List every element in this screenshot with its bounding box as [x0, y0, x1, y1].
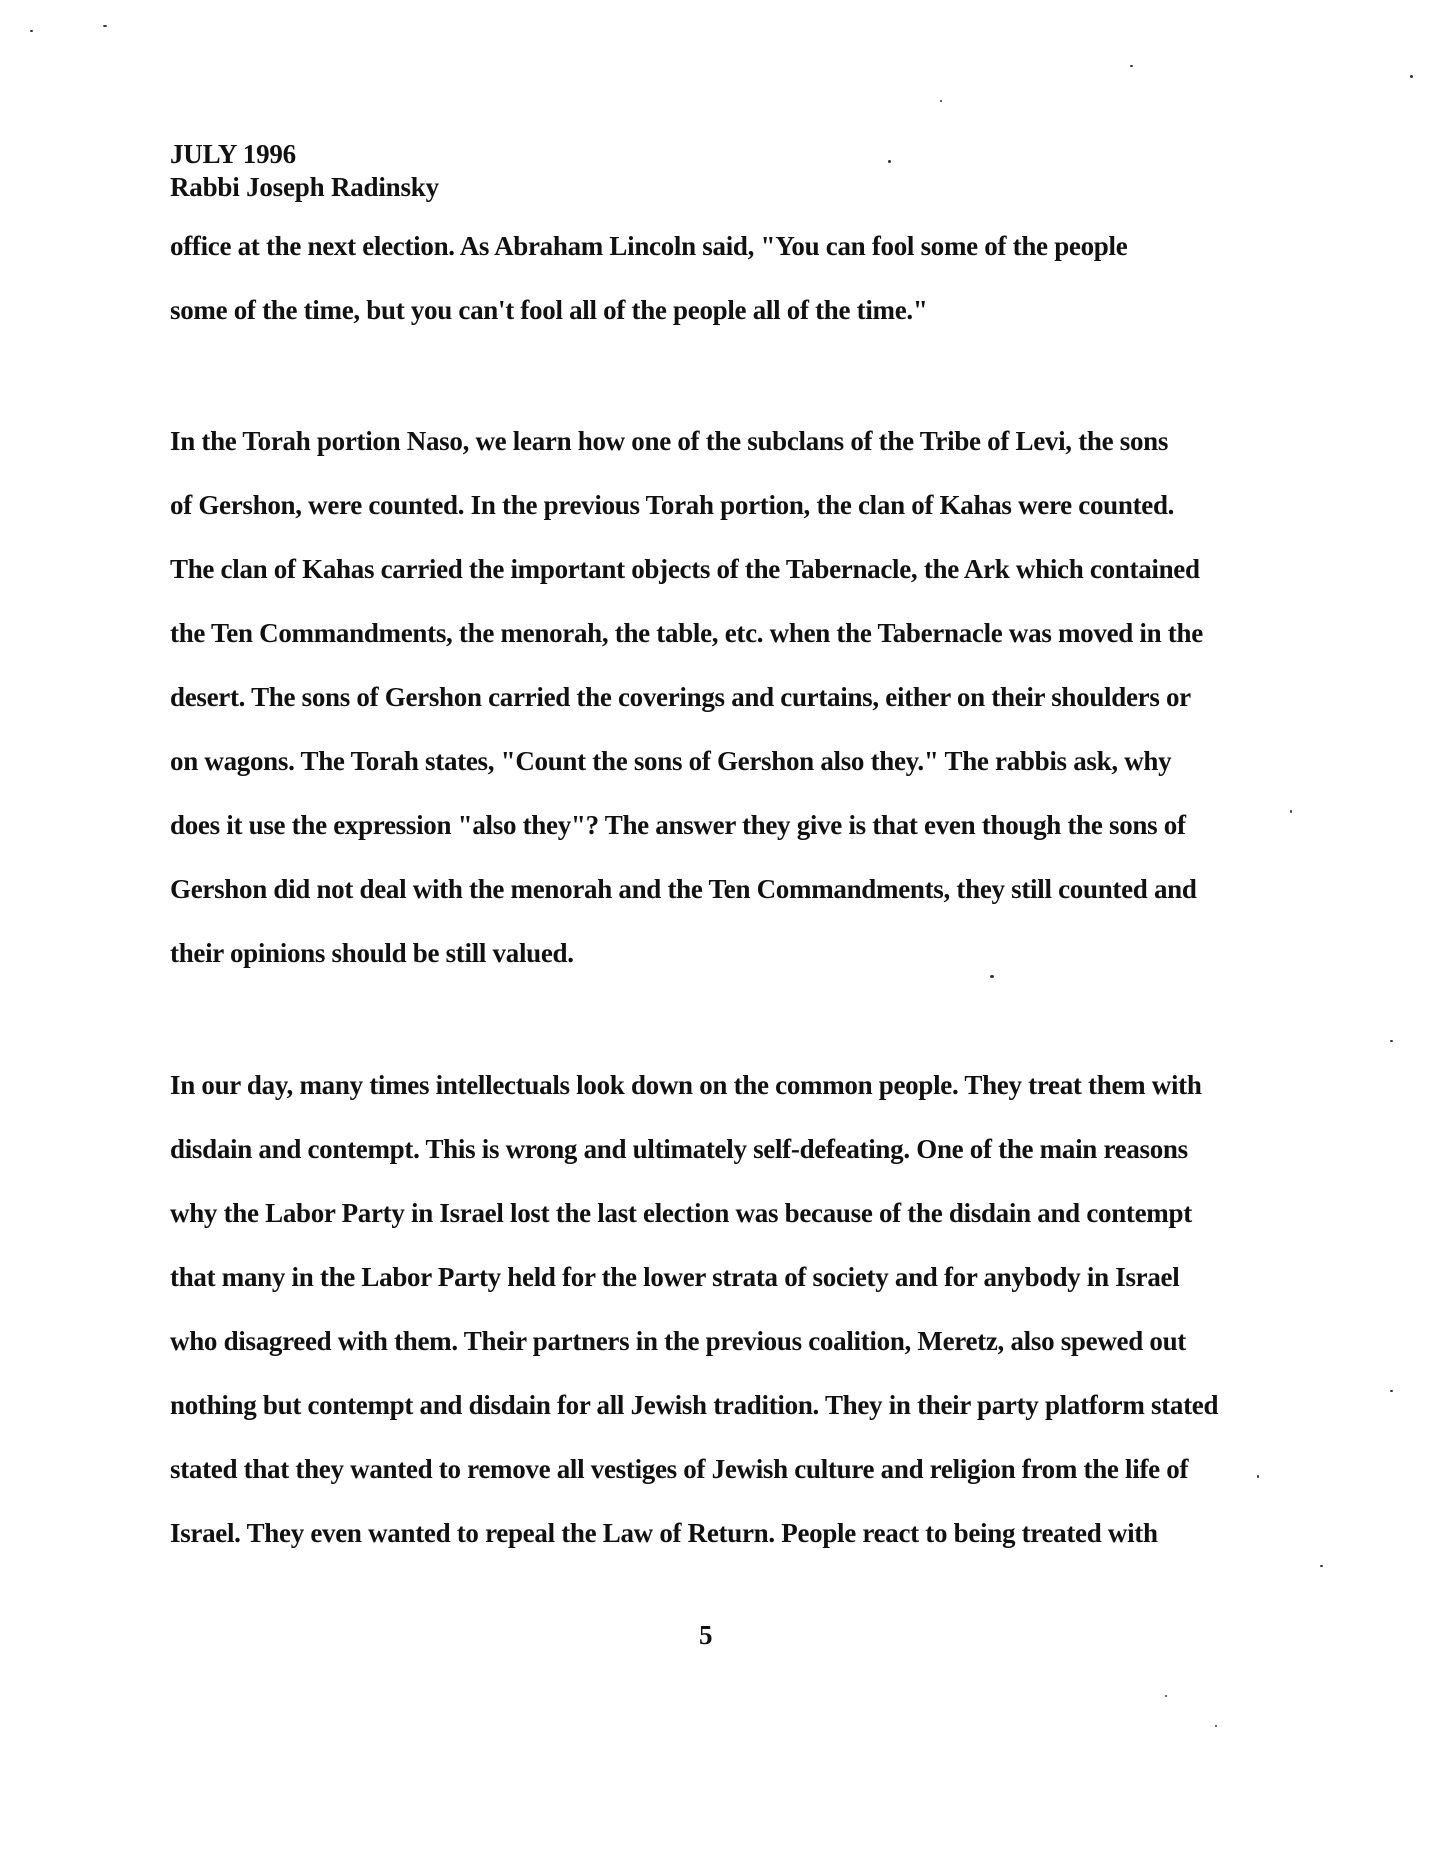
scan-speck — [1257, 1475, 1259, 1478]
scan-speck — [1320, 1565, 1323, 1567]
paragraph-3-line-6: nothing but contempt and disdain for all Jewish tradition. They in their party platform stated — [170, 1390, 1219, 1420]
scan-speck — [103, 25, 107, 27]
scan-speck — [1130, 65, 1133, 67]
scan-speck — [30, 30, 33, 32]
paragraph-3-line-4: that many in the Labor Party held for the lower strata of society and for anybody in Israel — [170, 1262, 1180, 1292]
paragraph-2-line-7: does it use the expression "also they"? The answer they give is that even though the sons of — [170, 810, 1186, 840]
paragraph-2-line-9: their opinions should be still valued. — [170, 938, 574, 968]
paragraph-3-line-5: who disagreed with them. Their partners in the previous coalition, Meretz, also spewed out — [170, 1326, 1186, 1356]
paragraph-2-line-2: of Gershon, were counted. In the previous Torah portion, the clan of Kahas were counted. — [170, 490, 1175, 520]
scan-speck — [1215, 1725, 1217, 1727]
page-number: 5 — [699, 1620, 713, 1650]
paragraph-3-line-7: stated that they wanted to remove all vestiges of Jewish culture and religion from the life of — [170, 1454, 1189, 1484]
paragraph-2-line-5: desert. The sons of Gershon carried the coverings and curtains, either on their shoulders or — [170, 682, 1191, 712]
header-date: JULY 1996 — [170, 139, 296, 169]
scan-speck — [1290, 810, 1292, 813]
paragraph-2-line-8: Gershon did not deal with the menorah and the Ten Commandments, they still counted and — [170, 874, 1197, 904]
paragraph-3-line-1: In our day, many times intellectuals look down on the common people. They treat them with — [170, 1070, 1202, 1100]
paragraph-1-line-2: some of the time, but you can't fool all of the people all of the time." — [170, 295, 928, 325]
paragraph-3-line-2: disdain and contempt. This is wrong and ultimately self-defeating. One of the main reasons — [170, 1134, 1188, 1164]
header-author: Rabbi Joseph Radinsky — [170, 172, 439, 202]
paragraph-1-line-1: office at the next election. As Abraham Lincoln said, "You can fool some of the people — [170, 231, 1128, 261]
scan-speck — [940, 100, 942, 102]
scan-speck — [1390, 1390, 1393, 1392]
scan-speck — [1165, 1695, 1167, 1697]
paragraph-3-line-8: Israel. They even wanted to repeal the Law of Return. People react to being treated with — [170, 1518, 1158, 1548]
document-header — [170, 138, 439, 204]
paragraph-2-line-1: In the Torah portion Naso, we learn how one of the subclans of the Tribe of Levi, the sons — [170, 426, 1169, 456]
scan-speck — [990, 975, 994, 978]
scan-speck — [888, 160, 891, 163]
paragraph-2-line-3: The clan of Kahas carried the important objects of the Tabernacle, the Ark which contained — [170, 554, 1200, 584]
scan-speck — [1410, 75, 1413, 78]
scan-speck — [1390, 1040, 1393, 1042]
paragraph-3-line-3: why the Labor Party in Israel lost the last election was because of the disdain and contempt — [170, 1198, 1192, 1228]
paragraph-2-line-4: the Ten Commandments, the menorah, the table, etc. when the Tabernacle was moved in the — [170, 618, 1203, 648]
paragraph-2-line-6: on wagons. The Torah states, "Count the sons of Gershon also they." The rabbis ask, why — [170, 746, 1172, 776]
